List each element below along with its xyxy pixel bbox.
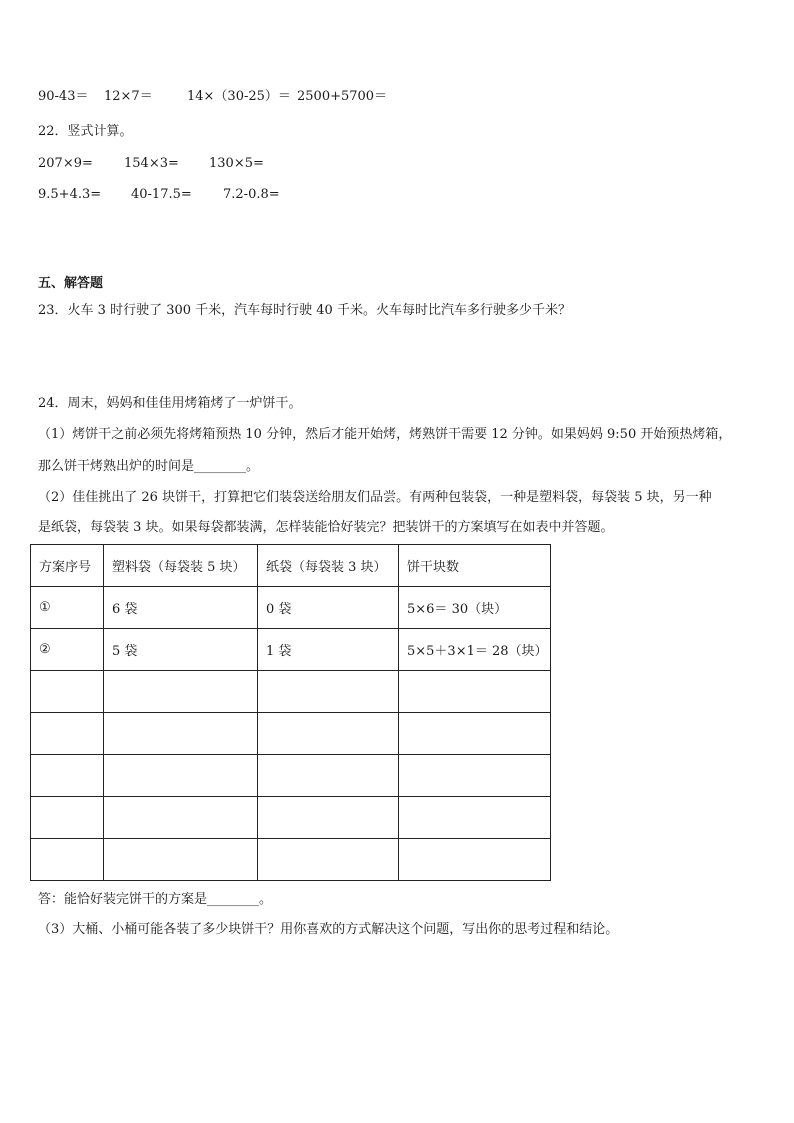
calc-item: 40-17.5= bbox=[131, 187, 192, 202]
table-cell: 1 袋 bbox=[258, 629, 399, 671]
plan-table bbox=[30, 544, 551, 881]
question-24-part2-line1: （2）佳佳挑出了 26 块饼干，打算把它们装袋送给朋友们品尝。有两种包装袋，一种是塑料袋，每袋装 5 块，另一种 bbox=[38, 490, 712, 505]
table-cell[interactable] bbox=[399, 713, 551, 755]
table-cell[interactable] bbox=[104, 797, 258, 839]
table-cell: 5 袋 bbox=[104, 629, 258, 671]
table-cell[interactable] bbox=[258, 755, 399, 797]
table-cell[interactable] bbox=[104, 755, 258, 797]
table-row bbox=[31, 629, 551, 671]
table-cell[interactable] bbox=[399, 839, 551, 881]
question-23: 23．火车 3 时行驶了 300 千米，汽车每时行驶 40 千米。火车每时比汽车多行驶多少千米？ bbox=[38, 303, 571, 318]
question-22-title: 22．竖式计算。 bbox=[38, 124, 133, 139]
calc-item: 154×3= bbox=[124, 156, 179, 171]
table-cell: 6 袋 bbox=[104, 587, 258, 629]
table-cell: 5×5＋3×1＝ 28（块） bbox=[399, 629, 551, 671]
table-header-cell: 饼干块数 bbox=[399, 545, 551, 587]
answer-line: 答：能恰好装完饼干的方案是________。 bbox=[38, 892, 273, 907]
section-title: 五、解答题 bbox=[38, 276, 104, 291]
table-cell[interactable] bbox=[399, 671, 551, 713]
calc-item: 207×9= bbox=[38, 156, 93, 171]
table-row bbox=[31, 713, 551, 755]
table-row bbox=[31, 671, 551, 713]
table-row bbox=[31, 587, 551, 629]
calc-item: 7.2-0.8= bbox=[223, 187, 280, 202]
question-24-part3: （3）大桶、小桶可能各装了多少块饼干？用你喜欢的方式解决这个问题，写出你的思考过程和结论。 bbox=[38, 922, 619, 937]
table-cell: ② bbox=[31, 629, 104, 671]
table-cell[interactable] bbox=[104, 671, 258, 713]
table-header-row bbox=[31, 545, 551, 587]
table-cell[interactable] bbox=[31, 713, 104, 755]
table-cell: 0 袋 bbox=[258, 587, 399, 629]
table-cell[interactable] bbox=[399, 797, 551, 839]
table-row bbox=[31, 797, 551, 839]
table-cell[interactable] bbox=[104, 839, 258, 881]
calc-item: 14×（30-25）＝ bbox=[187, 89, 291, 104]
table-row bbox=[31, 839, 551, 881]
table-cell[interactable] bbox=[104, 713, 258, 755]
question-24: 24．周末，妈妈和佳佳用烤箱烤了一炉饼干。 bbox=[38, 396, 302, 411]
table-row bbox=[31, 755, 551, 797]
table-cell[interactable] bbox=[31, 755, 104, 797]
table-header-cell: 方案序号 bbox=[31, 545, 104, 587]
calc-item: 12×7＝ bbox=[104, 89, 153, 104]
table-cell[interactable] bbox=[258, 671, 399, 713]
question-24-part2-line2: 是纸袋，每袋装 3 块。如果每袋都装满，怎样装能恰好装完？把装饼干的方案填写在如表中并答题。 bbox=[38, 520, 614, 535]
table-cell[interactable] bbox=[258, 797, 399, 839]
question-24-part1-line2: 那么饼干烤熟出炉的时间是________。 bbox=[38, 459, 260, 474]
table-cell[interactable] bbox=[31, 839, 104, 881]
table-cell[interactable] bbox=[31, 671, 104, 713]
question-24-part1-line1: （1）烤饼干之前必须先将烤箱预热 10 分钟，然后才能开始烤，烤熟饼干需要 12 分钟。如果妈妈 9:50 开始预热烤箱， bbox=[38, 427, 732, 442]
table-cell[interactable] bbox=[31, 797, 104, 839]
calc-item: 130×5= bbox=[209, 156, 264, 171]
calc-item: 2500+5700＝ bbox=[297, 89, 388, 104]
table-cell[interactable] bbox=[258, 839, 399, 881]
table-header-cell: 塑料袋（每袋装 5 块） bbox=[104, 545, 258, 587]
calc-item: 9.5+4.3= bbox=[38, 187, 102, 202]
table-cell[interactable] bbox=[399, 755, 551, 797]
table-header-cell: 纸袋（每袋装 3 块） bbox=[258, 545, 399, 587]
table-cell: ① bbox=[31, 587, 104, 629]
table-cell[interactable] bbox=[258, 713, 399, 755]
table-cell: 5×6＝ 30（块） bbox=[399, 587, 551, 629]
calc-item: 90-43＝ bbox=[38, 89, 89, 104]
